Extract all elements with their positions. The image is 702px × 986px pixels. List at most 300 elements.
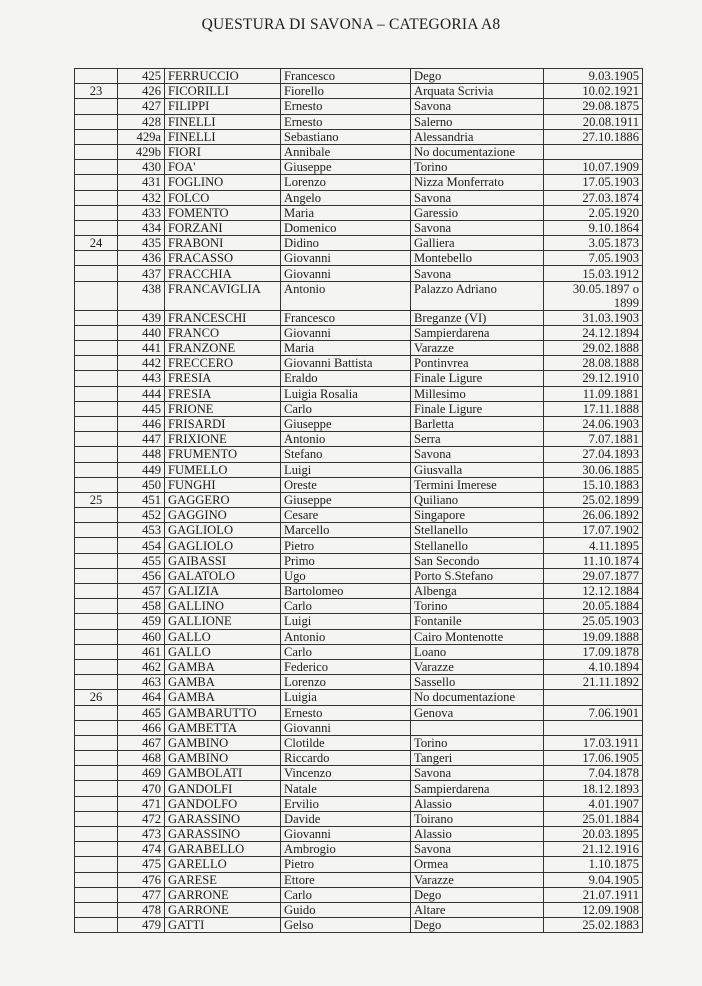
group-number-cell — [75, 114, 118, 129]
birthplace-cell: Altare — [411, 902, 544, 917]
surname-cell: GALLO — [165, 629, 281, 644]
first-name-cell: Luigia Rosalia — [281, 386, 411, 401]
birthplace-cell: Varazze — [411, 872, 544, 887]
first-name-cell: Luigi — [281, 614, 411, 629]
birth-date-cell: 24.12.1894 — [544, 325, 643, 340]
first-name-cell: Bartolomeo — [281, 584, 411, 599]
first-name-cell: Stefano — [281, 447, 411, 462]
birth-date-cell: 20.03.1895 — [544, 827, 643, 842]
table-row — [75, 114, 643, 129]
birthplace-cell: Savona — [411, 266, 544, 281]
birthplace-cell: Savona — [411, 842, 544, 857]
table-row — [75, 371, 643, 386]
birthplace-cell: Tangeri — [411, 751, 544, 766]
table-row — [75, 842, 643, 857]
surname-cell: FRUMENTO — [165, 447, 281, 462]
birth-date-cell: 21.07.1911 — [544, 887, 643, 902]
entry-number-cell: 467 — [118, 735, 165, 750]
first-name-cell: Pietro — [281, 857, 411, 872]
group-number-cell — [75, 341, 118, 356]
birthplace-cell: Alassio — [411, 827, 544, 842]
entry-number-cell: 461 — [118, 644, 165, 659]
entry-number-cell: 429b — [118, 144, 165, 159]
birth-date-cell: 29.07.1877 — [544, 568, 643, 583]
group-number-cell — [75, 523, 118, 538]
first-name-cell: Didino — [281, 236, 411, 251]
group-number-cell — [75, 310, 118, 325]
table-row — [75, 251, 643, 266]
surname-cell: FERRUCCIO — [165, 69, 281, 84]
birthplace-cell: Torino — [411, 160, 544, 175]
birthplace-cell: Torino — [411, 599, 544, 614]
first-name-cell: Luigi — [281, 462, 411, 477]
surname-cell: FRECCERO — [165, 356, 281, 371]
birth-date-cell: 29.08.1875 — [544, 99, 643, 114]
birthplace-cell: Cairo Montenotte — [411, 629, 544, 644]
birthplace-cell: Nizza Monferrato — [411, 175, 544, 190]
group-number-cell — [75, 416, 118, 431]
birthplace-cell: Stellanello — [411, 523, 544, 538]
surname-cell: GAIBASSI — [165, 553, 281, 568]
first-name-cell: Giovanni — [281, 325, 411, 340]
first-name-cell: Carlo — [281, 887, 411, 902]
table-row — [75, 220, 643, 235]
first-name-cell: Maria — [281, 341, 411, 356]
birth-date-cell: 3.05.1873 — [544, 236, 643, 251]
group-number-cell — [75, 811, 118, 826]
table-row — [75, 325, 643, 340]
birthplace-cell: Alassio — [411, 796, 544, 811]
entry-number-cell: 468 — [118, 751, 165, 766]
entry-number-cell: 427 — [118, 99, 165, 114]
group-number-cell — [75, 553, 118, 568]
first-name-cell: Giovanni — [281, 251, 411, 266]
first-name-cell: Eraldo — [281, 371, 411, 386]
group-number-cell — [75, 584, 118, 599]
birth-date-cell: 25.01.1884 — [544, 811, 643, 826]
table-row — [75, 266, 643, 281]
table-row — [75, 129, 643, 144]
group-number-cell — [75, 462, 118, 477]
first-name-cell: Luigia — [281, 690, 411, 705]
birthplace-cell: Toirano — [411, 811, 544, 826]
first-name-cell: Carlo — [281, 644, 411, 659]
surname-cell: GALATOLO — [165, 568, 281, 583]
first-name-cell: Guido — [281, 902, 411, 917]
entry-number-cell: 442 — [118, 356, 165, 371]
entry-number-cell: 470 — [118, 781, 165, 796]
entry-number-cell: 449 — [118, 462, 165, 477]
table-row — [75, 705, 643, 720]
birth-date-cell: 17.09.1878 — [544, 644, 643, 659]
entry-number-cell: 451 — [118, 492, 165, 507]
table-row — [75, 751, 643, 766]
surname-cell: FOLCO — [165, 190, 281, 205]
entry-number-cell: 464 — [118, 690, 165, 705]
surname-cell: GALLO — [165, 644, 281, 659]
table-row — [75, 538, 643, 553]
birth-date-cell: 2.05.1920 — [544, 205, 643, 220]
birthplace-cell: Genova — [411, 705, 544, 720]
birth-date-cell: 12.12.1884 — [544, 584, 643, 599]
birthplace-cell: Alessandria — [411, 129, 544, 144]
first-name-cell: Natale — [281, 781, 411, 796]
entry-number-cell: 437 — [118, 266, 165, 281]
table-row — [75, 629, 643, 644]
surname-cell: GALLIONE — [165, 614, 281, 629]
first-name-cell: Giovanni — [281, 720, 411, 735]
group-number-cell — [75, 827, 118, 842]
surname-cell: FUMELLO — [165, 462, 281, 477]
entry-number-cell: 456 — [118, 568, 165, 583]
birth-date-cell: 4.01.1907 — [544, 796, 643, 811]
group-number-cell — [75, 160, 118, 175]
group-number-cell — [75, 251, 118, 266]
birthplace-cell: Varazze — [411, 659, 544, 674]
birthplace-cell: No documentazione — [411, 144, 544, 159]
surname-cell: FIORI — [165, 144, 281, 159]
first-name-cell: Ernesto — [281, 99, 411, 114]
table-row — [75, 584, 643, 599]
entry-number-cell: 453 — [118, 523, 165, 538]
birthplace-cell: Finale Ligure — [411, 371, 544, 386]
first-name-cell: Annibale — [281, 144, 411, 159]
birth-date-cell: 25.02.1899 — [544, 492, 643, 507]
entry-number-cell: 457 — [118, 584, 165, 599]
birthplace-cell: Salerno — [411, 114, 544, 129]
entry-number-cell: 446 — [118, 416, 165, 431]
table-row — [75, 887, 643, 902]
entry-number-cell: 459 — [118, 614, 165, 629]
surname-cell: GALIZIA — [165, 584, 281, 599]
surname-cell: GAGLIOLO — [165, 523, 281, 538]
surname-cell: FRANCESCHI — [165, 310, 281, 325]
entry-number-cell: 430 — [118, 160, 165, 175]
table-row — [75, 432, 643, 447]
group-number-cell — [75, 659, 118, 674]
table-row — [75, 416, 643, 431]
entry-number-cell: 450 — [118, 477, 165, 492]
entry-number-cell: 443 — [118, 371, 165, 386]
birthplace-cell: Savona — [411, 190, 544, 205]
birth-date-cell: 30.05.1897 o 1899 — [544, 281, 643, 310]
birth-date-cell: 7.05.1903 — [544, 251, 643, 266]
group-number-cell — [75, 902, 118, 917]
entry-number-cell: 458 — [118, 599, 165, 614]
table-row — [75, 508, 643, 523]
first-name-cell: Giuseppe — [281, 492, 411, 507]
surname-cell: FRISARDI — [165, 416, 281, 431]
birth-date-cell: 17.03.1911 — [544, 735, 643, 750]
surname-cell: FILIPPI — [165, 99, 281, 114]
birth-date-cell: 20.08.1911 — [544, 114, 643, 129]
table-row — [75, 614, 643, 629]
group-number-cell — [75, 266, 118, 281]
table-row — [75, 766, 643, 781]
surname-cell: GAMBINO — [165, 735, 281, 750]
birth-date-cell: 7.06.1901 — [544, 705, 643, 720]
table-row — [75, 568, 643, 583]
surname-cell: FRACCHIA — [165, 266, 281, 281]
entry-number-cell: 478 — [118, 902, 165, 917]
group-number-cell — [75, 386, 118, 401]
birth-date-cell: 17.05.1903 — [544, 175, 643, 190]
first-name-cell: Giuseppe — [281, 416, 411, 431]
surname-cell: FINELLI — [165, 114, 281, 129]
surname-cell: GAGLIOLO — [165, 538, 281, 553]
birthplace-cell: Breganze (VI) — [411, 310, 544, 325]
table-row — [75, 690, 643, 705]
group-number-cell — [75, 477, 118, 492]
birth-date-cell: 29.12.1910 — [544, 371, 643, 386]
birth-date-cell: 10.02.1921 — [544, 84, 643, 99]
entry-number-cell: 428 — [118, 114, 165, 129]
group-number-cell — [75, 705, 118, 720]
birth-date-cell: 21.12.1916 — [544, 842, 643, 857]
register-table — [74, 68, 643, 933]
table-row — [75, 675, 643, 690]
surname-cell: FRANCAVIGLIA — [165, 281, 281, 310]
entry-number-cell: 432 — [118, 190, 165, 205]
surname-cell: FOGLINO — [165, 175, 281, 190]
birthplace-cell: Millesimo — [411, 386, 544, 401]
first-name-cell: Carlo — [281, 599, 411, 614]
table-row — [75, 356, 643, 371]
surname-cell: FINELLI — [165, 129, 281, 144]
entry-number-cell: 474 — [118, 842, 165, 857]
group-number-cell — [75, 325, 118, 340]
table-row — [75, 99, 643, 114]
table-row — [75, 447, 643, 462]
entry-number-cell: 447 — [118, 432, 165, 447]
table-row — [75, 492, 643, 507]
first-name-cell: Giovanni — [281, 827, 411, 842]
table-row — [75, 69, 643, 84]
table-row — [75, 281, 643, 310]
surname-cell: FICORILLI — [165, 84, 281, 99]
birth-date-cell: 18.12.1893 — [544, 781, 643, 796]
register-table-body — [75, 69, 643, 933]
surname-cell: GARRONE — [165, 902, 281, 917]
group-number-cell — [75, 281, 118, 310]
table-row — [75, 462, 643, 477]
table-row — [75, 659, 643, 674]
group-number-cell — [75, 842, 118, 857]
birthplace-cell: Dego — [411, 887, 544, 902]
table-row — [75, 477, 643, 492]
table-row — [75, 599, 643, 614]
birth-date-cell: 17.11.1888 — [544, 401, 643, 416]
first-name-cell: Domenico — [281, 220, 411, 235]
group-number-cell — [75, 129, 118, 144]
first-name-cell: Antonio — [281, 281, 411, 310]
surname-cell: GAMBARUTTO — [165, 705, 281, 720]
surname-cell: GAMBOLATI — [165, 766, 281, 781]
birth-date-cell: 15.03.1912 — [544, 266, 643, 281]
birth-date-cell: 26.06.1892 — [544, 508, 643, 523]
birth-date-cell: 27.04.1893 — [544, 447, 643, 462]
table-row — [75, 310, 643, 325]
surname-cell: GAMBA — [165, 659, 281, 674]
entry-number-cell: 473 — [118, 827, 165, 842]
surname-cell: FRIONE — [165, 401, 281, 416]
birth-date-cell: 19.09.1888 — [544, 629, 643, 644]
birthplace-cell: Varazze — [411, 341, 544, 356]
entry-number-cell: 426 — [118, 84, 165, 99]
group-number-cell — [75, 508, 118, 523]
group-number-cell — [75, 432, 118, 447]
birthplace-cell: Giusvalla — [411, 462, 544, 477]
first-name-cell: Vincenzo — [281, 766, 411, 781]
entry-number-cell: 435 — [118, 236, 165, 251]
birth-date-cell: 31.03.1903 — [544, 310, 643, 325]
birthplace-cell: Finale Ligure — [411, 401, 544, 416]
surname-cell: FRABONI — [165, 236, 281, 251]
table-row — [75, 144, 643, 159]
group-number-cell — [75, 190, 118, 205]
entry-number-cell: 460 — [118, 629, 165, 644]
table-row — [75, 175, 643, 190]
group-number-cell — [75, 644, 118, 659]
table-row — [75, 236, 643, 251]
surname-cell: GAMBA — [165, 690, 281, 705]
group-number-cell — [75, 447, 118, 462]
birth-date-cell: 21.11.1892 — [544, 675, 643, 690]
birthplace-cell: San Secondo — [411, 553, 544, 568]
entry-number-cell: 440 — [118, 325, 165, 340]
table-row — [75, 796, 643, 811]
first-name-cell: Giuseppe — [281, 160, 411, 175]
group-number-cell: 24 — [75, 236, 118, 251]
surname-cell: FRIXIONE — [165, 432, 281, 447]
group-number-cell — [75, 857, 118, 872]
entry-number-cell: 445 — [118, 401, 165, 416]
birthplace-cell: Arquata Scrivia — [411, 84, 544, 99]
first-name-cell: Antonio — [281, 629, 411, 644]
entry-number-cell: 441 — [118, 341, 165, 356]
entry-number-cell: 436 — [118, 251, 165, 266]
surname-cell: GAMBA — [165, 675, 281, 690]
birthplace-cell: Quiliano — [411, 492, 544, 507]
birthplace-cell: Sampierdarena — [411, 781, 544, 796]
surname-cell: FRESIA — [165, 371, 281, 386]
table-row — [75, 84, 643, 99]
table-row — [75, 401, 643, 416]
birth-date-cell: 15.10.1883 — [544, 477, 643, 492]
entry-number-cell: 433 — [118, 205, 165, 220]
surname-cell: GARASSINO — [165, 827, 281, 842]
first-name-cell: Francesco — [281, 69, 411, 84]
birth-date-cell: 7.04.1878 — [544, 766, 643, 781]
birth-date-cell — [544, 690, 643, 705]
birth-date-cell: 25.05.1903 — [544, 614, 643, 629]
birth-date-cell: 25.02.1883 — [544, 918, 643, 933]
group-number-cell — [75, 796, 118, 811]
entry-number-cell: 431 — [118, 175, 165, 190]
surname-cell: FRANCO — [165, 325, 281, 340]
birth-date-cell: 4.10.1894 — [544, 659, 643, 674]
birth-date-cell: 27.10.1886 — [544, 129, 643, 144]
birth-date-cell — [544, 144, 643, 159]
table-row — [75, 341, 643, 356]
first-name-cell: Lorenzo — [281, 675, 411, 690]
entry-number-cell: 452 — [118, 508, 165, 523]
first-name-cell: Pietro — [281, 538, 411, 553]
birth-date-cell: 9.10.1864 — [544, 220, 643, 235]
birthplace-cell: Fontanile — [411, 614, 544, 629]
entry-number-cell: 469 — [118, 766, 165, 781]
birth-date-cell — [544, 720, 643, 735]
first-name-cell: Giovanni Battista — [281, 356, 411, 371]
entry-number-cell: 425 — [118, 69, 165, 84]
first-name-cell: Clotilde — [281, 735, 411, 750]
first-name-cell: Sebastiano — [281, 129, 411, 144]
surname-cell: FOA' — [165, 160, 281, 175]
group-number-cell — [75, 918, 118, 933]
birthplace-cell: Serra — [411, 432, 544, 447]
entry-number-cell: 438 — [118, 281, 165, 310]
entry-number-cell: 454 — [118, 538, 165, 553]
group-number-cell — [75, 69, 118, 84]
birth-date-cell: 17.06.1905 — [544, 751, 643, 766]
birthplace-cell: Savona — [411, 766, 544, 781]
first-name-cell: Francesco — [281, 310, 411, 325]
surname-cell: GARABELLO — [165, 842, 281, 857]
birth-date-cell: 12.09.1908 — [544, 902, 643, 917]
group-number-cell — [75, 887, 118, 902]
entry-number-cell: 429a — [118, 129, 165, 144]
group-number-cell — [75, 766, 118, 781]
surname-cell: FUNGHI — [165, 477, 281, 492]
birthplace-cell: Barletta — [411, 416, 544, 431]
table-row — [75, 902, 643, 917]
first-name-cell: Antonio — [281, 432, 411, 447]
first-name-cell: Ambrogio — [281, 842, 411, 857]
birthplace-cell: Montebello — [411, 251, 544, 266]
table-row — [75, 160, 643, 175]
group-number-cell — [75, 538, 118, 553]
surname-cell: GARESE — [165, 872, 281, 887]
birthplace-cell: Termini Imerese — [411, 477, 544, 492]
page-title: QUESTURA DI SAVONA – CATEGORIA A8 — [201, 16, 501, 33]
birth-date-cell: 17.07.1902 — [544, 523, 643, 538]
birthplace-cell: Sampierdarena — [411, 325, 544, 340]
surname-cell: GATTI — [165, 918, 281, 933]
entry-number-cell: 455 — [118, 553, 165, 568]
group-number-cell — [75, 205, 118, 220]
entry-number-cell: 471 — [118, 796, 165, 811]
first-name-cell: Riccardo — [281, 751, 411, 766]
birthplace-cell: Dego — [411, 69, 544, 84]
first-name-cell: Fiorello — [281, 84, 411, 99]
first-name-cell: Oreste — [281, 477, 411, 492]
birthplace-cell: Palazzo Adriano — [411, 281, 544, 310]
table-row — [75, 857, 643, 872]
table-row — [75, 205, 643, 220]
entry-number-cell: 479 — [118, 918, 165, 933]
birthplace-cell: Singapore — [411, 508, 544, 523]
table-row — [75, 386, 643, 401]
table-row — [75, 811, 643, 826]
birthplace-cell: Sassello — [411, 675, 544, 690]
birth-date-cell: 30.06.1885 — [544, 462, 643, 477]
entry-number-cell: 439 — [118, 310, 165, 325]
birth-date-cell: 24.06.1903 — [544, 416, 643, 431]
birthplace-cell — [411, 720, 544, 735]
surname-cell: GAGGINO — [165, 508, 281, 523]
birth-date-cell: 27.03.1874 — [544, 190, 643, 205]
birth-date-cell: 1.10.1875 — [544, 857, 643, 872]
